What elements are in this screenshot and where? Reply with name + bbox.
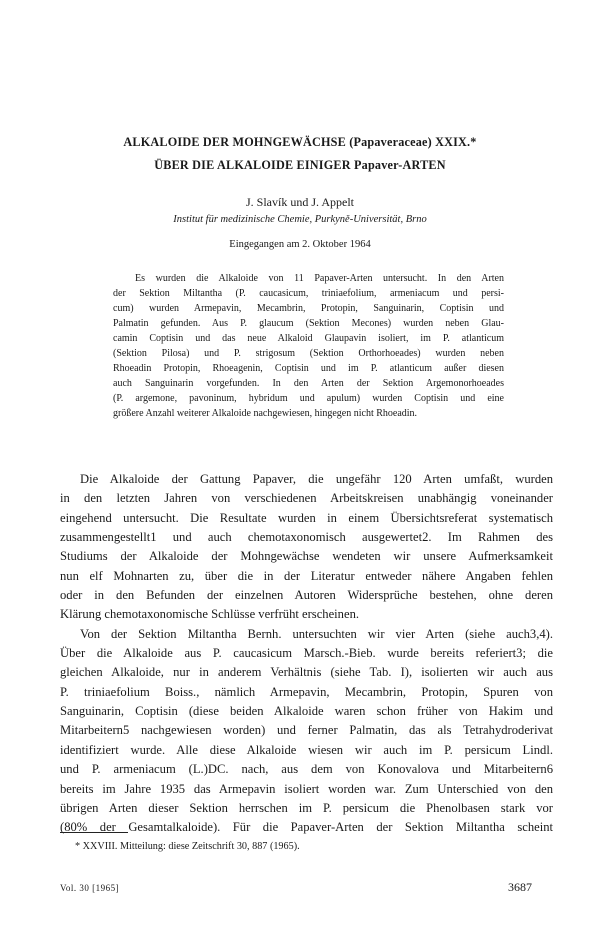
body-line: oder in den Befunden der einzelnen Autoren Widersprüche bestehen, ohne deren [60,588,553,603]
page-number: 3687 [508,880,532,894]
abstract-line: (P. argemone, pavoninum, hybridum und apulum) wurden Coptisin und eine [113,393,504,404]
body-line: Mitarbeitern5 nachgewiesen worden) und ferner Palmatin, das als Tetrahydroderivat [60,723,553,738]
abstract-line: Palmatin gefunden. Aus P. glaucum (Sektion Mecones) wurden neben Glau- [113,318,504,329]
abstract-line: cum) wurden Armepavin, Mecambrin, Protopin, Sanguinarin, Coptisin und [113,303,504,314]
abstract-line: auch Sanguinarin vorgefunden. In den Arten der Sektion Argemonorhoeades [113,378,504,389]
authors: J. Slavík und J. Appelt [245,195,354,209]
abstract [113,271,504,421]
body-line: und P. armeniacum (L.)DC. nach, aus dem von Konovalova und Mitarbeitern6 [60,762,553,777]
body-text [60,470,553,838]
volume-label: Vol. 30 [1965] [60,883,120,893]
abstract-line: (Sektion Pilosa) und P. strigosum (Sektion Orthorhoeades) wurden neben [113,348,504,359]
body-line: bereits im Jahre 1935 das Armepavin isoliert worden war. Zum Unterschied von den [60,781,553,796]
abstract-line: Es wurden die Alkaloide von 11 Papaver-Arten untersucht. In den Arten [135,273,504,284]
institution: Institut für medizinische Chemie, Purkyně-Universität, Brno [173,214,427,225]
body-line: Sanguinarin, Coptisin (diese beiden Alkaloide waren schon früher von Hakim und [60,704,553,719]
body-line: P. triniaefolium Boiss., nämlich Armepavin, Mecambrin, Protopin, Spuren von [60,684,553,699]
body-line: eingehend untersucht. Die Resultate wurden in einem Übersichtsreferat systematisch [60,510,553,525]
footnote-rule [60,832,128,833]
body-line: gleichen Alkaloide, nur in anderem Verhältnis (siehe Tab. I), isolierten wir auch aus [60,665,553,680]
body-line: in den letzten Jahren von verschiedenen Arbeitskreisen unabhängig voneinander [60,491,553,506]
body-line: (80% der Gesamtalkaloide). Für die Papaver-Arten der Sektion Miltantha scheint [60,820,553,835]
body-line: Die Alkaloide der Gattung Papaver, die ungefähr 120 Arten umfaßt, wurden [80,472,553,486]
abstract-line: größere Anzahl weiterer Alkaloide nachgewiesen, hingegen nicht Rhoeadin. [113,408,418,419]
body-line: Über die Alkaloide aus P. caucasicum Marsch.-Bieb. wurde bereits referiert3; die [60,646,553,661]
body-line: Studiums der Alkaloide der Mohngewächse wendeten wir unsere Aufmerksamkeit [60,549,553,564]
body-line: zusammengestellt1 und auch chemotaxonomisch ausgewertet2. Im Rahmen des [60,530,553,545]
article-title-line-2: ÜBER DIE ALKALOIDE EINIGER Papaver-ARTEN [154,158,446,172]
footnote: * XXVIII. Mitteilung: diese Zeitschrift 30, 887 (1965). [75,841,300,852]
article-title-line-1: ALKALOIDE DER MOHNGEWÄCHSE (Papaveraceae) XXIX.* [123,135,477,149]
received-date: Eingegangen am 2. Oktober 1964 [229,239,371,250]
abstract-line: der Sektion Miltantha (P. caucasicum, triniaefolium, armeniacum und persi- [113,288,504,299]
abstract-line: camin Coptisin und das neue Alkaloid Glaupavin isoliert, im P. atlanticum [113,333,504,344]
body-line: nun elf Mohnarten zu, über die in der Literatur entweder nähere Angaben fehlen [60,568,553,583]
body-line: Von der Sektion Miltantha Bernh. untersuchten wir vier Arten (siehe auch3,4). [80,626,553,641]
body-line: identifiziert wurde. Alle diese Alkaloide wiesen wir auch im P. persicum Lindl. [60,742,553,757]
body-line: Klärung chemotaxonomische Schlüsse verfrüht erscheinen. [60,607,360,622]
body-line: übrigen Arten dieser Sektion herrschen im P. persicum die Phenolbasen stark vor [60,800,553,815]
abstract-line: Rhoeadin Protopin, Rhoeagenin, Coptisin und im P. atlanticum außer diesen [113,363,504,374]
